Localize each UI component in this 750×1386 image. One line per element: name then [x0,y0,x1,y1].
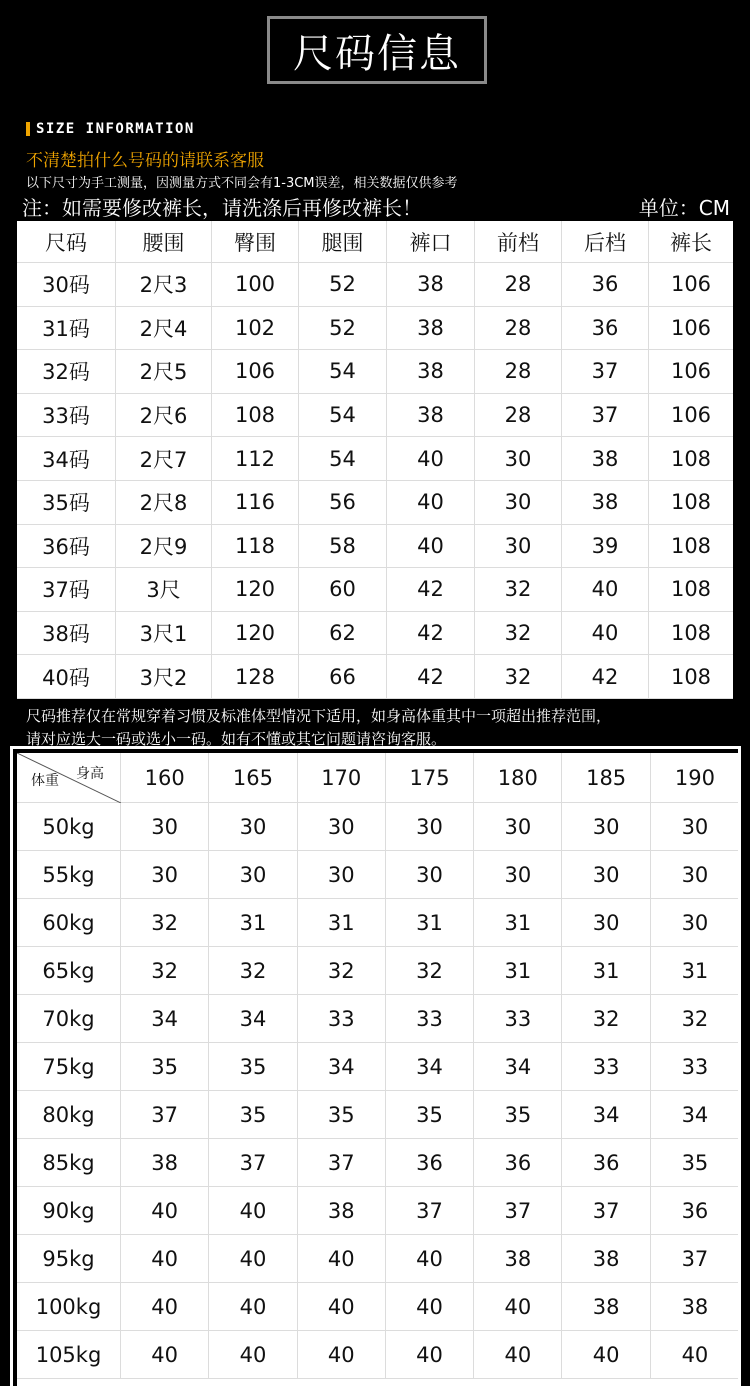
recommended-size-cell: 35 [209,1091,297,1139]
recommended-size-cell: 31 [651,947,739,995]
size-table-cell: 108 [212,394,299,438]
size-table-header-cell: 裤口 [387,221,475,263]
size-table-header-cell: 后档 [562,221,649,263]
recommended-size-cell: 37 [562,1187,650,1235]
recommended-size-cell: 32 [121,899,209,947]
recommended-size-cell: 30 [209,851,297,899]
alteration-note: 注：如需要修改裤长，请洗涤后再修改裤长！ [22,195,422,220]
size-table-cell: 32码 [17,350,116,394]
height-header-cell: 185 [562,753,650,803]
size-table-cell: 102 [212,307,299,351]
size-table-cell: 38 [387,350,475,394]
size-table-cell: 2尺9 [116,525,212,569]
size-table-cell: 40码 [17,655,116,699]
recommended-size-cell: 38 [121,1139,209,1187]
recommended-size-cell: 40 [562,1331,650,1379]
size-table-cell: 30码 [17,263,116,307]
size-table-cell: 28 [475,307,562,351]
recommended-size-cell: 32 [209,947,297,995]
recommended-size-cell: 30 [121,851,209,899]
weight-label-cell: 60kg [17,899,121,947]
size-table-header-cell: 前档 [475,221,562,263]
recommended-size-cell: 36 [386,1139,474,1187]
size-table-cell: 40 [387,437,475,481]
size-table-cell: 106 [649,307,733,351]
size-table-cell: 108 [649,612,733,656]
size-table-cell: 38 [387,307,475,351]
size-table-cell: 42 [387,568,475,612]
recommended-size-cell: 30 [651,899,739,947]
size-table-header-cell: 尺码 [17,221,116,263]
size-table-cell: 38 [562,437,649,481]
recommended-size-cell: 30 [386,803,474,851]
recommended-size-cell: 30 [298,803,386,851]
recommended-size-cell: 40 [121,1235,209,1283]
size-table-cell: 38 [387,394,475,438]
recommended-size-cell: 40 [386,1283,474,1331]
size-table-cell: 100 [212,263,299,307]
height-header-cell: 170 [298,753,386,803]
size-table-cell: 116 [212,481,299,525]
recommended-size-cell: 30 [562,803,650,851]
recommended-size-cell: 32 [121,947,209,995]
recommended-size-cell: 34 [562,1091,650,1139]
recommended-size-cell: 40 [298,1283,386,1331]
size-table-cell: 2尺8 [116,481,212,525]
recommended-size-cell: 40 [298,1235,386,1283]
recommended-size-cell: 30 [562,899,650,947]
size-table-cell: 33码 [17,394,116,438]
size-table-cell: 112 [212,437,299,481]
size-table-cell: 66 [299,655,387,699]
recommended-size-cell: 37 [298,1139,386,1187]
size-table-header-cell: 臀围 [212,221,299,263]
weight-axis-label: 体重 [31,773,59,789]
size-table-cell: 56 [299,481,387,525]
recommended-size-cell: 37 [474,1187,562,1235]
recommended-size-cell: 30 [121,803,209,851]
recommended-size-cell: 37 [209,1139,297,1187]
recommended-size-cell: 30 [651,803,739,851]
recommended-size-cell: 40 [386,1331,474,1379]
recommended-size-cell: 40 [298,1331,386,1379]
size-table-cell: 39 [562,525,649,569]
size-table-cell: 108 [649,437,733,481]
size-table-cell: 30 [475,481,562,525]
recommended-size-cell: 34 [209,995,297,1043]
weight-label-cell: 65kg [17,947,121,995]
recommended-size-cell: 35 [474,1091,562,1139]
recommended-size-cell: 37 [121,1091,209,1139]
size-table-cell: 108 [649,525,733,569]
size-table-cell: 2尺7 [116,437,212,481]
recommended-size-cell: 40 [386,1235,474,1283]
recommended-size-cell: 35 [386,1091,474,1139]
size-table-cell: 40 [387,525,475,569]
measurement-disclaimer: 以下尺寸为手工测量，因测量方式不同会有1-3CM误差，相关数据仅供参考 [26,176,458,191]
size-table-cell: 28 [475,350,562,394]
recommended-size-cell: 32 [651,995,739,1043]
recommended-size-cell: 35 [651,1139,739,1187]
recommended-size-cell: 34 [651,1091,739,1139]
size-table-cell: 32 [475,568,562,612]
size-table-cell: 3尺2 [116,655,212,699]
recommended-size-cell: 40 [209,1235,297,1283]
recommended-size-cell: 30 [651,851,739,899]
size-table-cell: 54 [299,437,387,481]
recommended-size-cell: 32 [298,947,386,995]
weight-label-cell: 55kg [17,851,121,899]
size-table-cell: 38 [562,481,649,525]
size-table-cell: 28 [475,394,562,438]
weight-label-cell: 100kg [17,1283,121,1331]
recommended-size-cell: 37 [386,1187,474,1235]
recommended-size-cell: 30 [386,851,474,899]
height-header-cell: 190 [651,753,739,803]
recommended-size-cell: 31 [474,947,562,995]
size-table-cell: 120 [212,568,299,612]
recommended-size-cell: 31 [386,899,474,947]
size-table-cell: 108 [649,568,733,612]
weight-label-cell: 75kg [17,1043,121,1091]
size-table-cell: 120 [212,612,299,656]
size-table-cell: 54 [299,350,387,394]
recommended-size-cell: 30 [298,851,386,899]
size-table-cell: 40 [562,612,649,656]
size-table-cell: 128 [212,655,299,699]
size-table-cell: 30 [475,437,562,481]
contact-service-note: 不清楚拍什么号码的请联系客服 [26,151,264,171]
size-table-cell: 37 [562,350,649,394]
accent-bar [26,122,30,136]
size-table-cell: 52 [299,307,387,351]
size-table-cell: 40 [387,481,475,525]
size-table-cell: 32 [475,612,562,656]
alteration-note-row [22,193,730,219]
recommended-size-cell: 30 [209,803,297,851]
size-table-cell: 106 [649,263,733,307]
size-table-cell: 108 [649,481,733,525]
recommended-size-cell: 30 [474,851,562,899]
recommended-size-cell: 35 [298,1091,386,1139]
recommended-size-cell: 31 [562,947,650,995]
size-table-cell: 35码 [17,481,116,525]
recommended-size-cell: 38 [298,1187,386,1235]
recommendation-note-line-1: 尺码推荐仅在常规穿着习惯及标准体型情况下适用，如身高体重其中一项超出推荐范围， [26,707,612,725]
recommended-size-cell: 38 [562,1235,650,1283]
recommendation-note [26,705,611,751]
recommended-size-cell: 30 [474,803,562,851]
size-chart-table [17,221,733,699]
height-header-cell: 165 [209,753,297,803]
size-table-cell: 60 [299,568,387,612]
size-table-cell: 52 [299,263,387,307]
size-table-header-cell: 腿围 [299,221,387,263]
weight-label-cell: 90kg [17,1187,121,1235]
recommended-size-cell: 33 [474,995,562,1043]
size-table-cell: 3尺1 [116,612,212,656]
recommended-size-cell: 33 [651,1043,739,1091]
recommended-size-cell: 40 [121,1187,209,1235]
recommended-size-cell: 36 [651,1187,739,1235]
size-table-cell: 2尺5 [116,350,212,394]
recommended-size-cell: 35 [121,1043,209,1091]
size-information-heading [26,120,195,138]
recommended-size-cell: 40 [121,1331,209,1379]
size-table-cell: 2尺3 [116,263,212,307]
size-table-cell: 38码 [17,612,116,656]
recommended-size-cell: 40 [121,1283,209,1331]
recommended-size-cell: 36 [562,1139,650,1187]
size-table-header-cell: 腰围 [116,221,212,263]
unit-label: 单位：CM [638,195,730,220]
size-table-cell: 36 [562,307,649,351]
height-axis-label: 身高 [76,766,104,782]
size-table-cell: 106 [212,350,299,394]
size-table-cell: 36码 [17,525,116,569]
recommended-size-cell: 31 [474,899,562,947]
size-table-cell: 54 [299,394,387,438]
weight-label-cell: 85kg [17,1139,121,1187]
size-table-cell: 118 [212,525,299,569]
recommended-size-cell: 37 [651,1235,739,1283]
size-table-cell: 42 [562,655,649,699]
weight-label-cell: 50kg [17,803,121,851]
size-recommendation-frame [10,746,741,1386]
recommended-size-cell: 40 [474,1331,562,1379]
recommended-size-cell: 38 [474,1235,562,1283]
size-table-cell: 30 [475,525,562,569]
size-table-cell: 38 [387,263,475,307]
recommended-size-cell: 35 [209,1043,297,1091]
size-table-cell: 108 [649,655,733,699]
size-table-cell: 36 [562,263,649,307]
size-table-cell: 62 [299,612,387,656]
recommended-size-cell: 34 [121,995,209,1043]
size-table-header-cell: 裤长 [649,221,733,263]
recommended-size-cell: 33 [562,1043,650,1091]
size-table-cell: 58 [299,525,387,569]
size-table-cell: 106 [649,350,733,394]
size-table-cell: 2尺6 [116,394,212,438]
size-table-cell: 28 [475,263,562,307]
size-table-cell: 37 [562,394,649,438]
size-table-cell: 2尺4 [116,307,212,351]
size-recommendation-table [17,753,739,1386]
size-table-cell: 34码 [17,437,116,481]
recommendation-note-line-2: 请对应选大一码或选小一码。如有不懂或其它问题请咨询客服。 [26,730,447,748]
recommended-size-cell: 31 [298,899,386,947]
size-table-cell: 42 [387,612,475,656]
recommended-size-cell: 32 [386,947,474,995]
recommended-size-cell: 34 [298,1043,386,1091]
recommended-size-cell: 38 [562,1283,650,1331]
recommended-size-cell: 32 [562,995,650,1043]
recommended-size-cell: 34 [386,1043,474,1091]
recommended-size-cell: 33 [386,995,474,1043]
weight-label-cell: 70kg [17,995,121,1043]
size-table-cell: 42 [387,655,475,699]
size-table-cell: 3尺 [116,568,212,612]
height-weight-corner-cell [17,753,121,803]
recommended-size-cell: 38 [651,1283,739,1331]
recommended-size-cell: 40 [651,1331,739,1379]
recommended-size-cell: 40 [209,1331,297,1379]
height-header-cell: 175 [386,753,474,803]
height-header-cell: 180 [474,753,562,803]
recommended-size-cell: 30 [562,851,650,899]
size-table-cell: 37码 [17,568,116,612]
size-table-cell: 31码 [17,307,116,351]
recommended-size-cell: 40 [209,1283,297,1331]
weight-label-cell: 80kg [17,1091,121,1139]
size-table-cell: 106 [649,394,733,438]
recommended-size-cell: 36 [474,1139,562,1187]
size-table-cell: 40 [562,568,649,612]
size-information-label: SIZE INFORMATION [36,121,195,137]
recommended-size-cell: 40 [209,1187,297,1235]
recommended-size-cell: 34 [474,1043,562,1091]
weight-label-cell: 95kg [17,1235,121,1283]
size-table-cell: 32 [475,655,562,699]
weight-label-cell: 105kg [17,1331,121,1379]
recommended-size-cell: 40 [474,1283,562,1331]
height-header-cell: 160 [121,753,209,803]
recommended-size-cell: 31 [209,899,297,947]
page-title: 尺码信息 [293,30,461,77]
page-title-box [267,16,487,84]
recommended-size-cell: 33 [298,995,386,1043]
